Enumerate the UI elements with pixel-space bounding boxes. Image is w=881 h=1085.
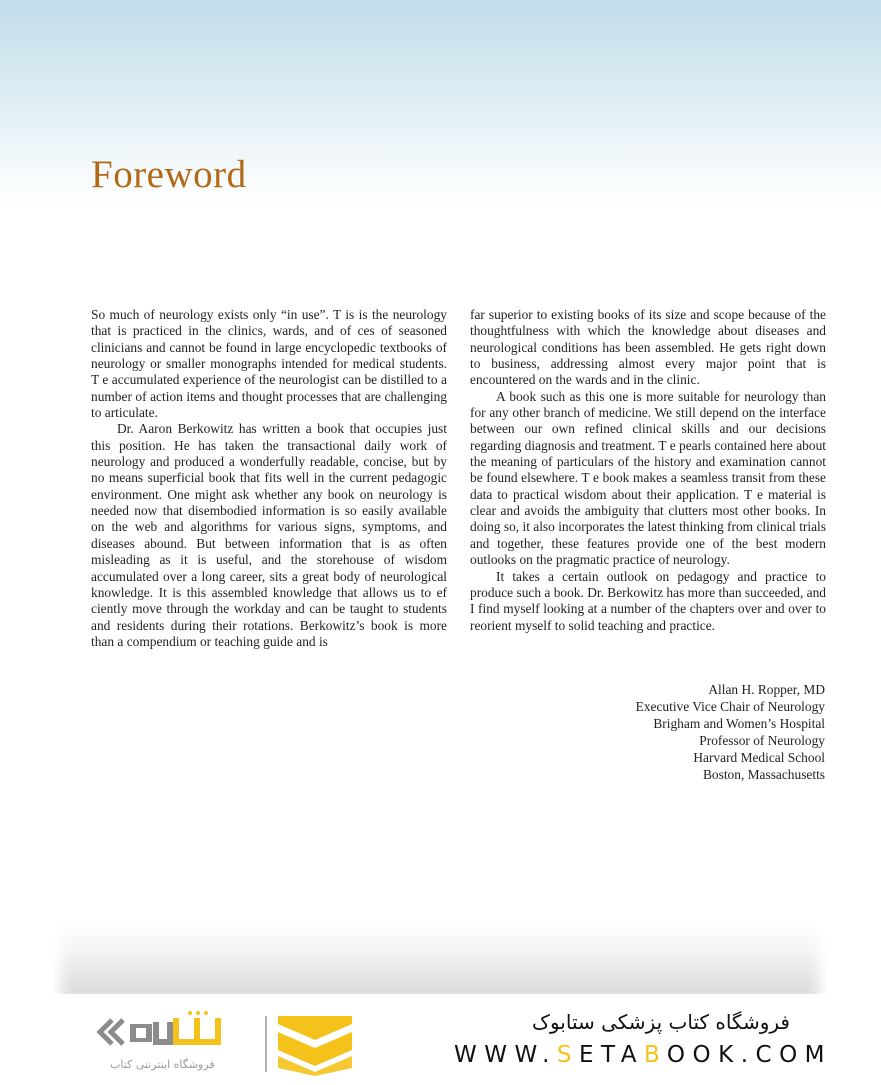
- url-part: ETA: [579, 1042, 645, 1068]
- signature-name: Allan H. Ropper, MD: [708, 682, 825, 697]
- signature-line: Executive Vice Chair of Neurology: [635, 699, 825, 714]
- right-column: [470, 307, 826, 634]
- store-brand: [450, 1010, 833, 1080]
- paragraph: So much of neurology exists only “in use”. T is is the neurology that is practiced in the clinics, wards, and of ces of seasoned clinicians and cannot be found in large encyclopedic textbooks of neurology or smaller monographs intended for medical students. T e accumulated experience of the neurologist can be distilled to a number of action items and thought processes that are challenging to articulate.: [91, 307, 447, 421]
- footer-shade: [53, 922, 827, 994]
- signature-line: Brigham and Women’s Hospital: [653, 716, 825, 731]
- left-column: [91, 307, 447, 650]
- signature-line: Harvard Medical School: [693, 750, 825, 765]
- signature-line: Boston, Massachusetts: [703, 767, 825, 782]
- paragraph: A book such as this one is more suitable for neurology than for any other branch of medicine. We still depend on the interface between our own refined clinical skills and our decisions regarding diagnosis and treatment. T e pearls contained here about the meaning of particulars of the history and examination cannot be found elsewhere. T e book makes a seamless transit from these data to practical wisdom about their application. T e material is clear and avoids the ambiguity that clutters most other books. In doing so, it also incorporates the latest thinking from clinical trials and together, these features provide one of the best modern outlooks on the pragmatic practice of neurology.: [470, 388, 826, 568]
- signature-line: Professor of Neurology: [699, 733, 825, 748]
- setabook-logo: [90, 1010, 360, 1080]
- logo-tagline: فروشگاه اینترنتی کتاب: [110, 1058, 215, 1071]
- store-url: [454, 1042, 832, 1068]
- url-part: OOK.COM: [666, 1042, 833, 1068]
- paragraph: far superior to existing books of its size and scope because of the thoughtfulness with which the knowledge about diseases and neurological conditions has been assembled. He gets right down to business, addressing almost every major point that is encountered on the wards and in the clinic.: [470, 307, 826, 388]
- url-highlight: B: [644, 1042, 667, 1068]
- store-name-fa: فروشگاه کتاب پزشکی ستابوک: [532, 1010, 790, 1034]
- paragraph: It takes a certain outlook on pedagogy and practice to produce such a book. Dr. Berkowitz has more than succeeded, and I find myself looking at a number of the chapters over and over to reorient myself to solid teaching and practice.: [470, 568, 826, 633]
- url-highlight: S: [556, 1042, 580, 1068]
- url-part: WWW.: [454, 1042, 557, 1068]
- signature-block: [636, 681, 825, 783]
- page-title: Foreword: [91, 153, 247, 196]
- paragraph: Dr. Aaron Berkowitz has written a book that occupies just this position. He has taken the transactional daily work of neurology and produced a wonderfully readable, concise, but by no means superficial book that fits well in the current pedagogic environment. One might ask whether any book on neurology is needed now that disembodied information is so easily available on the web and algorithms for various signs, symptoms, and diseases abound. But between information that is as often misleading as it is useful, and the storehouse of wisdom accumulated over a long career, sits a great body of neurological knowledge. It is this assembled knowledge that allows us to ef ciently move through the workday and can be taught to students and residents during their rotations. Berkowitz’s book is more than a compendium or teaching guide and is: [91, 421, 447, 649]
